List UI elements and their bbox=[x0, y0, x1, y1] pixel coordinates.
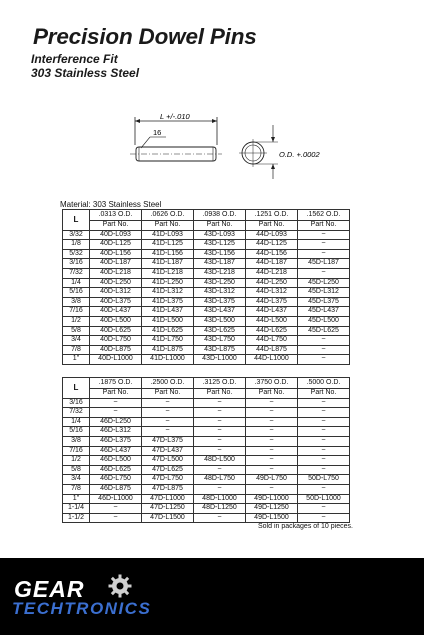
table-row bbox=[63, 494, 350, 504]
part-number-cell: 43D-L312 bbox=[194, 288, 246, 298]
part-number-cell: ~ bbox=[194, 408, 246, 418]
part-number-cell: ~ bbox=[246, 456, 298, 466]
part-number-cell: 47D-L375 bbox=[142, 436, 194, 446]
part-number-cell: 48D-L750 bbox=[194, 475, 246, 485]
part-number-cell: ~ bbox=[298, 240, 350, 250]
length-cell: 7/16 bbox=[63, 446, 90, 456]
brand-logo-gear: GEAR bbox=[14, 576, 85, 602]
length-cell: 5/32 bbox=[63, 249, 90, 259]
part-number-cell: 40D-L750 bbox=[90, 336, 142, 346]
part-number-cell: ~ bbox=[298, 513, 350, 523]
length-cell: 3/32 bbox=[63, 230, 90, 240]
part-number-cell: 47D-L437 bbox=[142, 446, 194, 456]
part-number-cell: 46D-L625 bbox=[90, 465, 142, 475]
part-number-cell: 41D-L187 bbox=[142, 259, 194, 269]
part-number-cell: ~ bbox=[298, 456, 350, 466]
part-number-cell: 47D-L1500 bbox=[142, 513, 194, 523]
part-number-cell: 41D-L437 bbox=[142, 307, 194, 317]
od-header: .1562 O.D. bbox=[298, 210, 350, 221]
table-row bbox=[63, 465, 350, 475]
part-number-cell: ~ bbox=[142, 417, 194, 427]
part-number-cell: 44D-L375 bbox=[246, 297, 298, 307]
part-number-cell: ~ bbox=[298, 446, 350, 456]
length-cell: 1/8 bbox=[63, 240, 90, 250]
length-cell: 3/16 bbox=[63, 259, 90, 269]
package-footnote: Sold in packages of 10 pieces. bbox=[258, 523, 353, 530]
part-number-cell: ~ bbox=[246, 408, 298, 418]
chamfer-label: 16 bbox=[153, 128, 162, 137]
table-row bbox=[63, 408, 350, 418]
part-number-cell: 40D-L187 bbox=[90, 259, 142, 269]
dowel-table-large bbox=[62, 377, 350, 523]
material-label: Material: 303 Stainless Steel bbox=[60, 200, 162, 209]
table-row bbox=[63, 249, 350, 259]
table-row bbox=[63, 456, 350, 466]
part-number-cell: 48D-L500 bbox=[194, 456, 246, 466]
page-title: Precision Dowel Pins bbox=[33, 24, 257, 49]
part-number-cell: 43D-L156 bbox=[194, 249, 246, 259]
part-number-cell: ~ bbox=[194, 513, 246, 523]
table-row bbox=[63, 398, 350, 408]
length-cell: 7/8 bbox=[63, 484, 90, 494]
part-number-cell: ~ bbox=[194, 465, 246, 475]
part-number-cell: 50D-L1000 bbox=[298, 494, 350, 504]
part-number-cell: ~ bbox=[298, 398, 350, 408]
part-number-cell: ~ bbox=[194, 484, 246, 494]
part-number-cell: 44D-L500 bbox=[246, 316, 298, 326]
part-number-cell: 40D-L125 bbox=[90, 240, 142, 250]
partno-header: Part No. bbox=[246, 389, 298, 399]
part-number-cell: 40D-L250 bbox=[90, 278, 142, 288]
part-number-cell: 49D-L1500 bbox=[246, 513, 298, 523]
part-number-cell: 43D-L093 bbox=[194, 230, 246, 240]
part-number-cell: 44D-L156 bbox=[246, 249, 298, 259]
part-number-cell: ~ bbox=[298, 436, 350, 446]
part-number-cell: 46D-L375 bbox=[90, 436, 142, 446]
part-number-cell: 48D-L1000 bbox=[194, 494, 246, 504]
part-number-cell: 40D-L625 bbox=[90, 326, 142, 336]
od-header: .0313 O.D. bbox=[90, 210, 142, 221]
part-number-cell: 44D-L437 bbox=[246, 307, 298, 317]
od-header: .5000 O.D. bbox=[298, 378, 350, 389]
part-number-cell: ~ bbox=[194, 446, 246, 456]
table-row bbox=[63, 436, 350, 446]
partno-header: Part No. bbox=[246, 221, 298, 231]
part-number-cell: 40D-L156 bbox=[90, 249, 142, 259]
part-number-cell: 46D-L312 bbox=[90, 427, 142, 437]
length-cell: 3/16 bbox=[63, 398, 90, 408]
part-number-cell: ~ bbox=[298, 230, 350, 240]
part-number-cell: ~ bbox=[298, 427, 350, 437]
part-number-cell: ~ bbox=[298, 465, 350, 475]
part-number-cell: ~ bbox=[142, 408, 194, 418]
partno-header: Part No. bbox=[90, 221, 142, 231]
part-number-cell: 41D-L750 bbox=[142, 336, 194, 346]
length-cell: 3/8 bbox=[63, 297, 90, 307]
table-row bbox=[63, 475, 350, 485]
partno-header: Part No. bbox=[194, 389, 246, 399]
length-cell: 1/4 bbox=[63, 278, 90, 288]
part-number-cell: 47D-L500 bbox=[142, 456, 194, 466]
part-number-cell: 45D-L312 bbox=[298, 288, 350, 298]
part-number-cell: 44D-L187 bbox=[246, 259, 298, 269]
part-number-cell: ~ bbox=[90, 408, 142, 418]
length-cell: 1/2 bbox=[63, 456, 90, 466]
part-number-cell: 44D-L312 bbox=[246, 288, 298, 298]
length-cell: 3/8 bbox=[63, 436, 90, 446]
partno-header: Part No. bbox=[298, 389, 350, 399]
part-number-cell: 41D-L093 bbox=[142, 230, 194, 240]
length-dimension-label: L +/-.010 bbox=[160, 112, 190, 121]
od-header: .1251 O.D. bbox=[246, 210, 298, 221]
length-cell: 7/16 bbox=[63, 307, 90, 317]
part-number-cell: ~ bbox=[90, 513, 142, 523]
part-number-cell: 43D-L187 bbox=[194, 259, 246, 269]
l-header: L bbox=[63, 210, 90, 231]
partno-header: Part No. bbox=[194, 221, 246, 231]
part-number-cell: ~ bbox=[246, 436, 298, 446]
od-header: .3125 O.D. bbox=[194, 378, 246, 389]
part-number-cell: 49D-L750 bbox=[246, 475, 298, 485]
part-number-cell: 41D-L625 bbox=[142, 326, 194, 336]
part-number-cell: 43D-L625 bbox=[194, 326, 246, 336]
part-number-cell: 40D-L500 bbox=[90, 316, 142, 326]
part-number-cell: 45D-L437 bbox=[298, 307, 350, 317]
part-number-cell: 44D-L125 bbox=[246, 240, 298, 250]
partno-header: Part No. bbox=[298, 221, 350, 231]
table-row bbox=[63, 345, 350, 355]
part-number-cell: 43D-L750 bbox=[194, 336, 246, 346]
part-number-cell: ~ bbox=[246, 446, 298, 456]
part-number-cell: 43D-L437 bbox=[194, 307, 246, 317]
part-number-cell: 50D-L750 bbox=[298, 475, 350, 485]
part-number-cell: 46D-L250 bbox=[90, 417, 142, 427]
part-number-cell: ~ bbox=[298, 355, 350, 365]
od-header: .0626 O.D. bbox=[142, 210, 194, 221]
part-number-cell: ~ bbox=[298, 268, 350, 278]
part-number-cell: ~ bbox=[298, 345, 350, 355]
part-number-cell: 43D-L125 bbox=[194, 240, 246, 250]
length-cell: 5/8 bbox=[63, 326, 90, 336]
od-header: .2500 O.D. bbox=[142, 378, 194, 389]
part-number-cell: ~ bbox=[194, 417, 246, 427]
part-number-cell: 41D-L250 bbox=[142, 278, 194, 288]
dowel-pin-drawing bbox=[120, 105, 340, 185]
length-cell: 5/16 bbox=[63, 427, 90, 437]
part-number-cell: 46D-L750 bbox=[90, 475, 142, 485]
table-row bbox=[63, 268, 350, 278]
table-row bbox=[63, 504, 350, 514]
part-number-cell: 40D-L218 bbox=[90, 268, 142, 278]
length-cell: 3/4 bbox=[63, 336, 90, 346]
od-header: .3750 O.D. bbox=[246, 378, 298, 389]
part-number-cell: 43D-L500 bbox=[194, 316, 246, 326]
table-row bbox=[63, 278, 350, 288]
partno-header: Part No. bbox=[142, 389, 194, 399]
part-number-cell: 40D-L312 bbox=[90, 288, 142, 298]
table-row bbox=[63, 297, 350, 307]
part-number-cell: ~ bbox=[246, 427, 298, 437]
partno-header: Part No. bbox=[142, 221, 194, 231]
brand-logo-techtronics: TECHTRONICS bbox=[12, 599, 152, 618]
length-cell: 1-1/4 bbox=[63, 504, 90, 514]
table-row bbox=[63, 316, 350, 326]
od-header: .0938 O.D. bbox=[194, 210, 246, 221]
part-number-cell: 44D-L625 bbox=[246, 326, 298, 336]
table-row bbox=[63, 336, 350, 346]
table-row bbox=[63, 230, 350, 240]
part-number-cell: 46D-L500 bbox=[90, 456, 142, 466]
part-number-cell: ~ bbox=[90, 398, 142, 408]
table-row bbox=[63, 446, 350, 456]
part-number-cell: 47D-L1250 bbox=[142, 504, 194, 514]
length-cell: 3/4 bbox=[63, 475, 90, 485]
part-number-cell: ~ bbox=[194, 427, 246, 437]
od-dimension-label: O.D. +.0002 bbox=[279, 150, 320, 159]
part-number-cell: 43D-L375 bbox=[194, 297, 246, 307]
part-number-cell: ~ bbox=[142, 398, 194, 408]
part-number-cell: 40D-L093 bbox=[90, 230, 142, 240]
gear-icon bbox=[108, 574, 132, 598]
length-cell: 7/32 bbox=[63, 408, 90, 418]
part-number-cell: 47D-L1000 bbox=[142, 494, 194, 504]
part-number-cell: 44D-L218 bbox=[246, 268, 298, 278]
table-row bbox=[63, 307, 350, 317]
length-cell: 5/16 bbox=[63, 288, 90, 298]
part-number-cell: 44D-L250 bbox=[246, 278, 298, 288]
part-number-cell: ~ bbox=[142, 427, 194, 437]
part-number-cell: 44D-L875 bbox=[246, 345, 298, 355]
part-number-cell: 45D-L375 bbox=[298, 297, 350, 307]
part-number-cell: ~ bbox=[298, 504, 350, 514]
part-number-cell: 49D-L1250 bbox=[246, 504, 298, 514]
part-number-cell: ~ bbox=[298, 408, 350, 418]
part-number-cell: 46D-L875 bbox=[90, 484, 142, 494]
part-number-cell: 46D-L437 bbox=[90, 446, 142, 456]
length-cell: 1" bbox=[63, 355, 90, 365]
part-number-cell: ~ bbox=[298, 336, 350, 346]
part-number-cell: 46D-L1000 bbox=[90, 494, 142, 504]
part-number-cell: 40D-L875 bbox=[90, 345, 142, 355]
table-row bbox=[63, 240, 350, 250]
part-number-cell: ~ bbox=[298, 417, 350, 427]
subtitle-fit: Interference Fit bbox=[31, 52, 118, 66]
part-number-cell: 40D-L437 bbox=[90, 307, 142, 317]
part-number-cell: 47D-L625 bbox=[142, 465, 194, 475]
part-number-cell: 44D-L1000 bbox=[246, 355, 298, 365]
part-number-cell: 45D-L187 bbox=[298, 259, 350, 269]
part-number-cell: ~ bbox=[246, 398, 298, 408]
part-number-cell: ~ bbox=[194, 436, 246, 446]
part-number-cell: ~ bbox=[246, 484, 298, 494]
length-cell: 7/8 bbox=[63, 345, 90, 355]
part-number-cell: 41D-L1000 bbox=[142, 355, 194, 365]
length-cell: 1" bbox=[63, 494, 90, 504]
part-number-cell: ~ bbox=[298, 249, 350, 259]
partno-header: Part No. bbox=[90, 389, 142, 399]
part-number-cell: 44D-L750 bbox=[246, 336, 298, 346]
part-number-cell: 45D-L500 bbox=[298, 316, 350, 326]
length-cell: 1-1/2 bbox=[63, 513, 90, 523]
table-row bbox=[63, 417, 350, 427]
table-row bbox=[63, 288, 350, 298]
part-number-cell: 40D-L1000 bbox=[90, 355, 142, 365]
part-number-cell: 47D-L875 bbox=[142, 484, 194, 494]
table-row bbox=[63, 326, 350, 336]
part-number-cell: 43D-L1000 bbox=[194, 355, 246, 365]
table-row bbox=[63, 259, 350, 269]
part-number-cell: 49D-L1000 bbox=[246, 494, 298, 504]
part-number-cell: ~ bbox=[194, 398, 246, 408]
part-number-cell: 44D-L093 bbox=[246, 230, 298, 240]
table-row bbox=[63, 484, 350, 494]
part-number-cell: 41D-L125 bbox=[142, 240, 194, 250]
part-number-cell: 41D-L375 bbox=[142, 297, 194, 307]
dowel-table-small bbox=[62, 209, 350, 365]
part-number-cell: ~ bbox=[246, 417, 298, 427]
od-header: .1875 O.D. bbox=[90, 378, 142, 389]
part-number-cell: ~ bbox=[90, 504, 142, 514]
part-number-cell: 43D-L250 bbox=[194, 278, 246, 288]
part-number-cell: 41D-L312 bbox=[142, 288, 194, 298]
length-cell: 1/4 bbox=[63, 417, 90, 427]
part-number-cell: 41D-L156 bbox=[142, 249, 194, 259]
part-number-cell: ~ bbox=[246, 465, 298, 475]
subtitle-material: 303 Stainless Steel bbox=[31, 66, 140, 80]
part-number-cell: 41D-L218 bbox=[142, 268, 194, 278]
part-number-cell: 41D-L875 bbox=[142, 345, 194, 355]
part-number-cell: 40D-L375 bbox=[90, 297, 142, 307]
part-number-cell: 48D-L1250 bbox=[194, 504, 246, 514]
part-number-cell: 45D-L250 bbox=[298, 278, 350, 288]
length-cell: 1/2 bbox=[63, 316, 90, 326]
length-cell: 5/8 bbox=[63, 465, 90, 475]
part-number-cell: 47D-L750 bbox=[142, 475, 194, 485]
part-number-cell: 41D-L500 bbox=[142, 316, 194, 326]
part-number-cell: 45D-L625 bbox=[298, 326, 350, 336]
length-cell: 7/32 bbox=[63, 268, 90, 278]
part-number-cell: 43D-L875 bbox=[194, 345, 246, 355]
table-row bbox=[63, 427, 350, 437]
part-number-cell: 43D-L218 bbox=[194, 268, 246, 278]
l-header: L bbox=[63, 378, 90, 399]
table-row bbox=[63, 355, 350, 365]
table-row bbox=[63, 513, 350, 523]
part-number-cell: ~ bbox=[298, 484, 350, 494]
